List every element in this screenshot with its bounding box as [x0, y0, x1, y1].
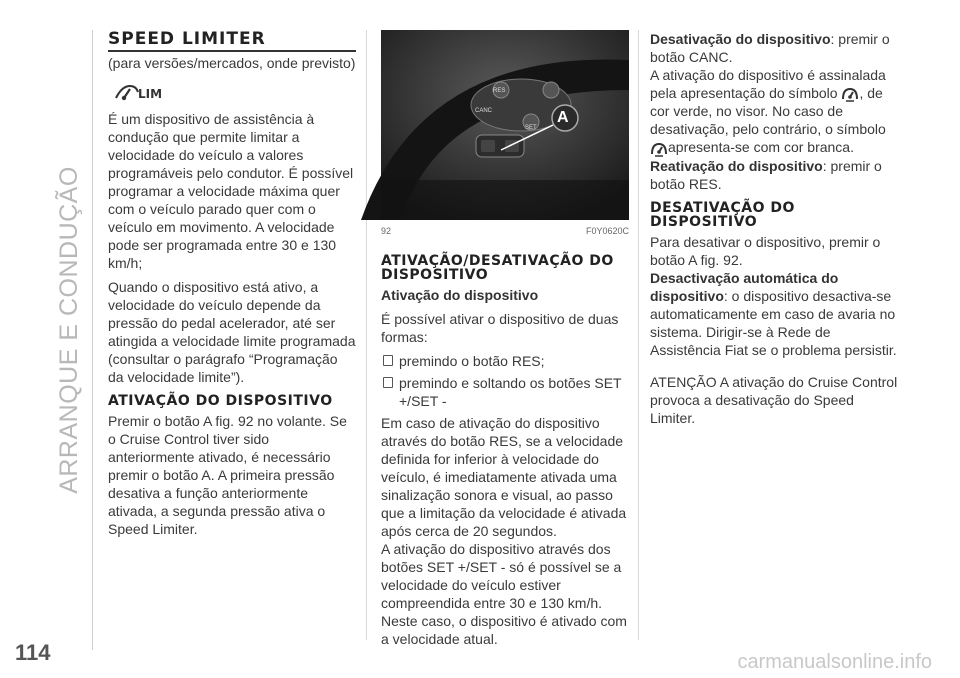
paragraph: Desativação do dispositivo: premir o botão CANC.: [650, 31, 890, 65]
sidebar-rule: [92, 30, 93, 650]
paragraph: Premir o botão A fig. 92 no volante. Se o Cruise Control tiver sido anteriormente ativado, é necessário premir o botão A. A primeira pressão desativa a função anteriormente ativada, a segunda pressão ativa o Speed Limiter.: [108, 413, 347, 537]
speed-limiter-icon: [114, 78, 356, 104]
figure-caption: [381, 222, 629, 240]
page-number: 114: [15, 640, 51, 665]
figure-code: F0Y0620C: [585, 226, 629, 236]
figure-button-set: SET: [525, 125, 537, 131]
column-3: [650, 30, 900, 433]
paragraph: Para desativar o dispositivo, premir o botão A fig. 92.: [650, 233, 881, 268]
figure-button-canc: CANC: [475, 108, 493, 114]
column-2: [381, 30, 629, 654]
list-item: premindo o botão RES;: [381, 352, 629, 370]
label: Reativação do dispositivo: [650, 157, 823, 174]
watermark: carmanualsonline.info: [737, 651, 932, 673]
bullet-box-icon: [383, 355, 393, 366]
paragraph: A ativação do dispositivo através dos botões SET +/SET - só é possível se a velocidade do veículo estiver compreendida entre 30 e 130 km/h. Neste caso, o dispositivo é ativado com a velocidade atual.: [381, 541, 627, 647]
paragraph: A ativação do dispositivo é assinalada pela apresentação do símbolo , de cor verde, no visor. No caso de desativação, pelo contrário, o símbolo apresenta-se com cor branca.: [650, 67, 886, 156]
figure-number: 92: [381, 226, 392, 236]
sidebar-section-title: ARRANQUE E CONDUÇÃO: [55, 166, 83, 494]
bullet-box-icon: [383, 377, 393, 388]
paragraph: Desactivação automática do dispositivo: o dispositivo desactiva-se automaticamente em caso de avaria no sistema. Dirigir-se à Rede de Assistência Fiat se o problema persistir.: [650, 269, 897, 358]
label: Desactivação automática do dispositivo: [650, 269, 839, 304]
column-divider: [366, 30, 367, 640]
steering-wheel-figure: [381, 30, 629, 220]
column-1: [108, 30, 356, 544]
paragraph: Em caso de ativação do dispositivo através do botão RES, se a velocidade definida for inferior à velocidade do veículo, é imediatamente ativada uma sinalização sonora e visual, ao passo que a limitação da velocidade é ativada após cerca de 20 segundos.: [381, 415, 627, 539]
section-title: SPEED LIMITER: [108, 30, 356, 52]
section-heading: ATIVAÇÃO DO DISPOSITIVO: [108, 393, 333, 409]
speed-limiter-icon: [841, 86, 859, 102]
subtitle: (para versões/mercados, onde previsto): [108, 55, 356, 71]
paragraph: É possível ativar o dispositivo de duas formas:: [381, 311, 619, 345]
column-divider: [638, 30, 639, 640]
sub-heading: Ativação do dispositivo: [381, 287, 539, 303]
paragraph: Quando o dispositivo está ativo, a velocidade do veículo depende da pressão do pedal acelerador, até ser atingida a velocidade limite programada (consultar o parágrafo “Programação da velocidade limite”).: [108, 279, 356, 385]
section-heading: DESATIVAÇÃO DO DISPOSITIVO: [650, 199, 795, 230]
paragraph: Reativação do dispositivo: premir o botão RES.: [650, 157, 882, 192]
paragraph: ATENÇÃO A ativação do Cruise Control provoca a desativação do Speed Limiter.: [650, 373, 898, 426]
section-heading: ATIVAÇÃO/DESATIVAÇÃO DO DISPOSITIVO: [381, 253, 614, 283]
svg-text:LIM: LIM: [138, 87, 163, 101]
list-item: premindo e soltando os botões SET +/SET -: [381, 374, 629, 410]
figure-button-res: RES: [493, 88, 506, 94]
figure-label-a: A: [557, 109, 569, 126]
speed-limiter-icon: [650, 141, 668, 157]
label: Desativação do dispositivo: [650, 31, 831, 47]
paragraph: É um dispositivo de assistência à condução que permite limitar a velocidade do veículo a valores programáveis pelo condutor. É possível programar a velocidade máxima quer com o veículo parado quer com o veículo em movimento. A velocidade pode ser programada entre 30 e 130 km/h;: [108, 111, 354, 271]
